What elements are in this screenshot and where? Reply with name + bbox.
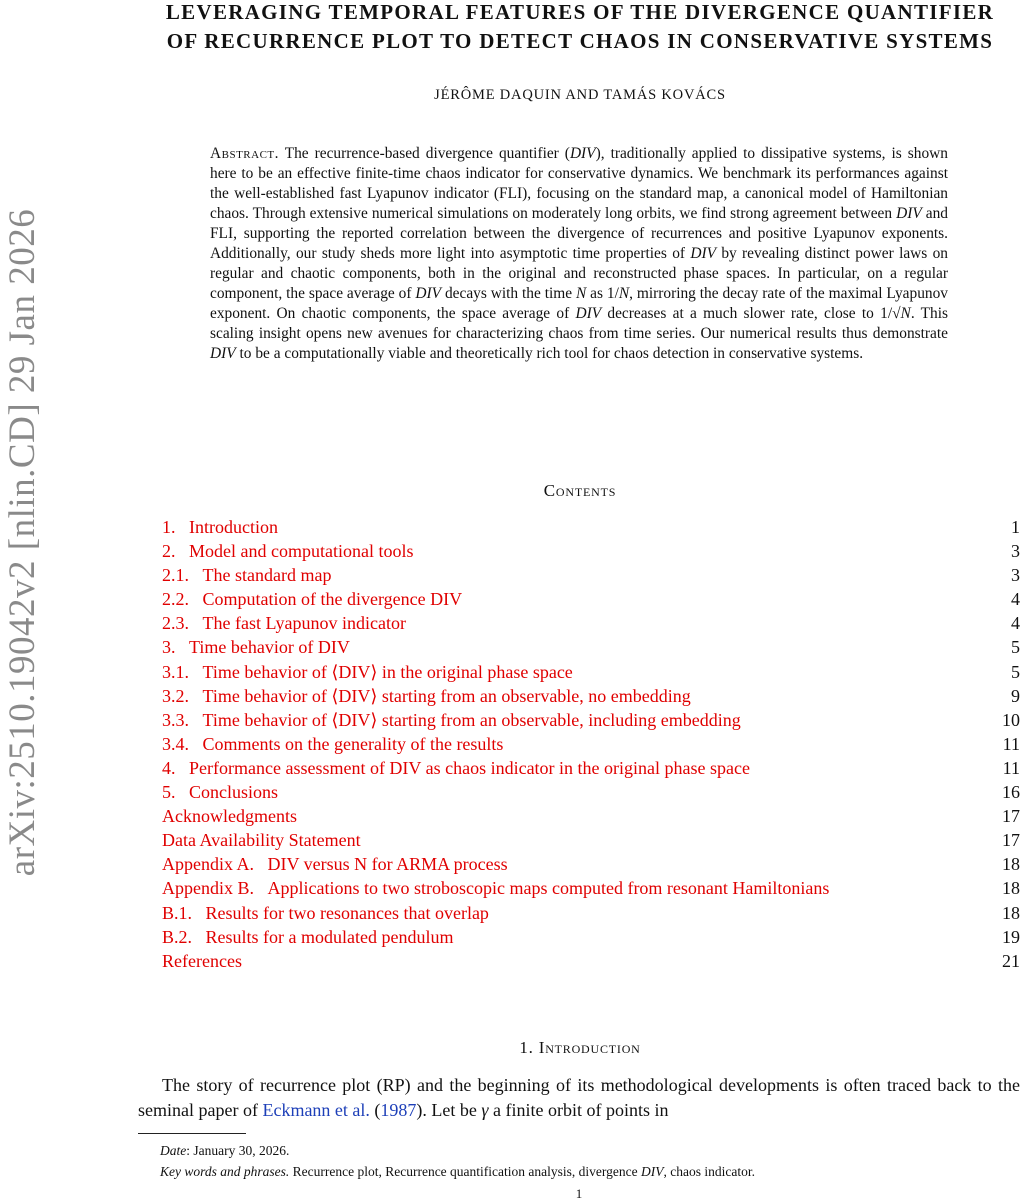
toc-page: 5 [1011,661,1020,682]
footnote-date: Date: January 30, 2026. [160,1143,290,1158]
toc-row [162,539,1020,563]
toc-row [162,901,1020,925]
toc-page: 11 [1002,757,1020,778]
citation-link[interactable]: Eckmann et al. [262,1099,370,1120]
toc-link[interactable]: References [162,950,242,971]
toc-row [162,925,1020,949]
toc-page: 1 [1011,517,1020,537]
toc-page: 3 [1011,541,1020,562]
toc-page: 10 [1002,709,1020,730]
toc-link[interactable]: Appendix B. Applications to two stroboscopic maps computed from resonant Hamiltonians [162,878,830,899]
abstract-label: Abstract. [210,145,279,162]
toc-row [162,732,1020,756]
toc-page: 18 [1002,854,1020,875]
toc-row [162,660,1020,684]
toc-row [162,828,1020,852]
toc-link[interactable]: Appendix A. DIV versus N for ARMA process [162,854,508,875]
toc-page: 16 [1002,782,1020,803]
toc-link[interactable]: 2.3. The fast Lyapunov indicator [162,613,406,634]
title-line-2: OF RECURRENCE PLOT TO DETECT CHAOS IN CONSERVATIVE SYSTEMS [166,29,994,53]
toc-link[interactable]: Acknowledgments [162,806,297,827]
title-line-1: LEVERAGING TEMPORAL FEATURES OF THE DIVERGENCE QUANTIFIER [165,0,995,24]
toc-link[interactable]: 1. Introduction [162,517,278,537]
toc-page: 3 [1011,565,1020,586]
toc-link[interactable]: 2.1. The standard map [162,565,332,586]
toc-page: 21 [1002,950,1020,971]
toc-page: 18 [1002,902,1020,923]
toc-link[interactable]: 3.3. Time behavior of ⟨DIV⟩ starting from an observable, including embedding [162,709,741,730]
toc-link[interactable]: B.2. Results for a modulated pendulum [162,926,454,947]
toc-row [162,876,1020,900]
toc-row [162,780,1020,804]
toc-link[interactable]: 5. Conclusions [162,782,279,803]
toc-page: 4 [1011,589,1020,610]
arxiv-identifier-stamp: arXiv:2510.19042v2 [nlin.CD] 29 Jan 2026 [2,208,44,877]
citation-year-link[interactable]: 1987 [380,1099,417,1120]
toc-row [162,587,1020,611]
toc-link[interactable]: 3.2. Time behavior of ⟨DIV⟩ starting from an observable, no embedding [162,685,691,706]
footnotes [160,1140,1020,1182]
toc-page: 4 [1011,613,1020,634]
toc-link[interactable]: 4. Performance assessment of DIV as chaos indicator in the original phase space [162,757,750,778]
table-of-contents [162,515,1020,973]
paper-title [140,0,1020,56]
toc-link[interactable]: Data Availability Statement [162,830,361,851]
authors: JÉRÔME DAQUIN AND TAMÁS KOVÁCS [434,87,726,103]
toc-page: 9 [1011,685,1020,706]
toc-row [162,708,1020,732]
toc-row [162,563,1020,587]
toc-link[interactable]: 2.2. Computation of the divergence DIV [162,589,463,610]
toc-page: 17 [1002,830,1020,851]
toc-page: 5 [1011,637,1020,658]
toc-link[interactable]: 3.1. Time behavior of ⟨DIV⟩ in the original phase space [162,661,573,682]
abstract: Abstract. The recurrence-based divergence quantifier (DIV), traditionally applied to dissipative systems, is shown here to be an effective finite-time chaos indicator for conservative dynamics. We benchmark its performances against the well-established fast Lyapunov indicator (FLI), focusing on the standard map, a canonical model of Hamiltonian chaos. Through extensive numerical simulations on moderately long orbits, we find strong agreement between DIV and FLI, supporting the reported correlation between the divergence of recurrences and positive Lyapunov exponents. Additionally, our study sheds more light into asymptotic time properties of DIV by revealing distinct power laws on regular and chaotic components, both in the original and reconstructed phase spaces. In particular, on a regular component, the space average of DIV decays with the time N as 1/N, mirroring the decay rate of the maximal Lyapunov exponent. On chaotic components, the space average of DIV decreases at a much slower rate, close to 1/√N. This scaling insight opens new avenues for characterizing chaos from time series. Our numerical results thus demonstrate DIV to be a computationally viable and theoretically rich tool for chaos detection in conservative systems. [210,145,949,362]
toc-page: 11 [1002,733,1020,754]
toc-row [162,684,1020,708]
toc-row [162,949,1020,973]
toc-page: 18 [1002,878,1020,899]
introduction-paragraph: The story of recurrence plot (RP) and the beginning of its methodological developments is often traced back to the seminal paper of Eckmann et al. (1987). Let be γ a finite orbit of points in [138,1075,1020,1120]
page-number: 1 [575,1186,583,1201]
toc-row [162,852,1020,876]
toc-page: 19 [1002,926,1020,947]
toc-page: 17 [1002,806,1020,827]
toc-row [162,804,1020,828]
toc-row [162,635,1020,659]
contents-heading: Contents [543,481,617,500]
toc-link[interactable]: 2. Model and computational tools [162,541,414,562]
toc-link[interactable]: 3.4. Comments on the generality of the results [162,733,504,754]
footnote-divider [138,1133,246,1134]
footnote-keywords: Key words and phrases. Recurrence plot, Recurrence quantification analysis, divergence DIV, chaos indicator. [160,1164,755,1179]
toc-row [162,515,1020,539]
section-heading-introduction: 1. Introduction [519,1038,641,1057]
toc-link[interactable]: 3. Time behavior of DIV [162,637,350,658]
toc-row [162,756,1020,780]
toc-link[interactable]: B.1. Results for two resonances that overlap [162,902,489,923]
toc-row [162,611,1020,635]
